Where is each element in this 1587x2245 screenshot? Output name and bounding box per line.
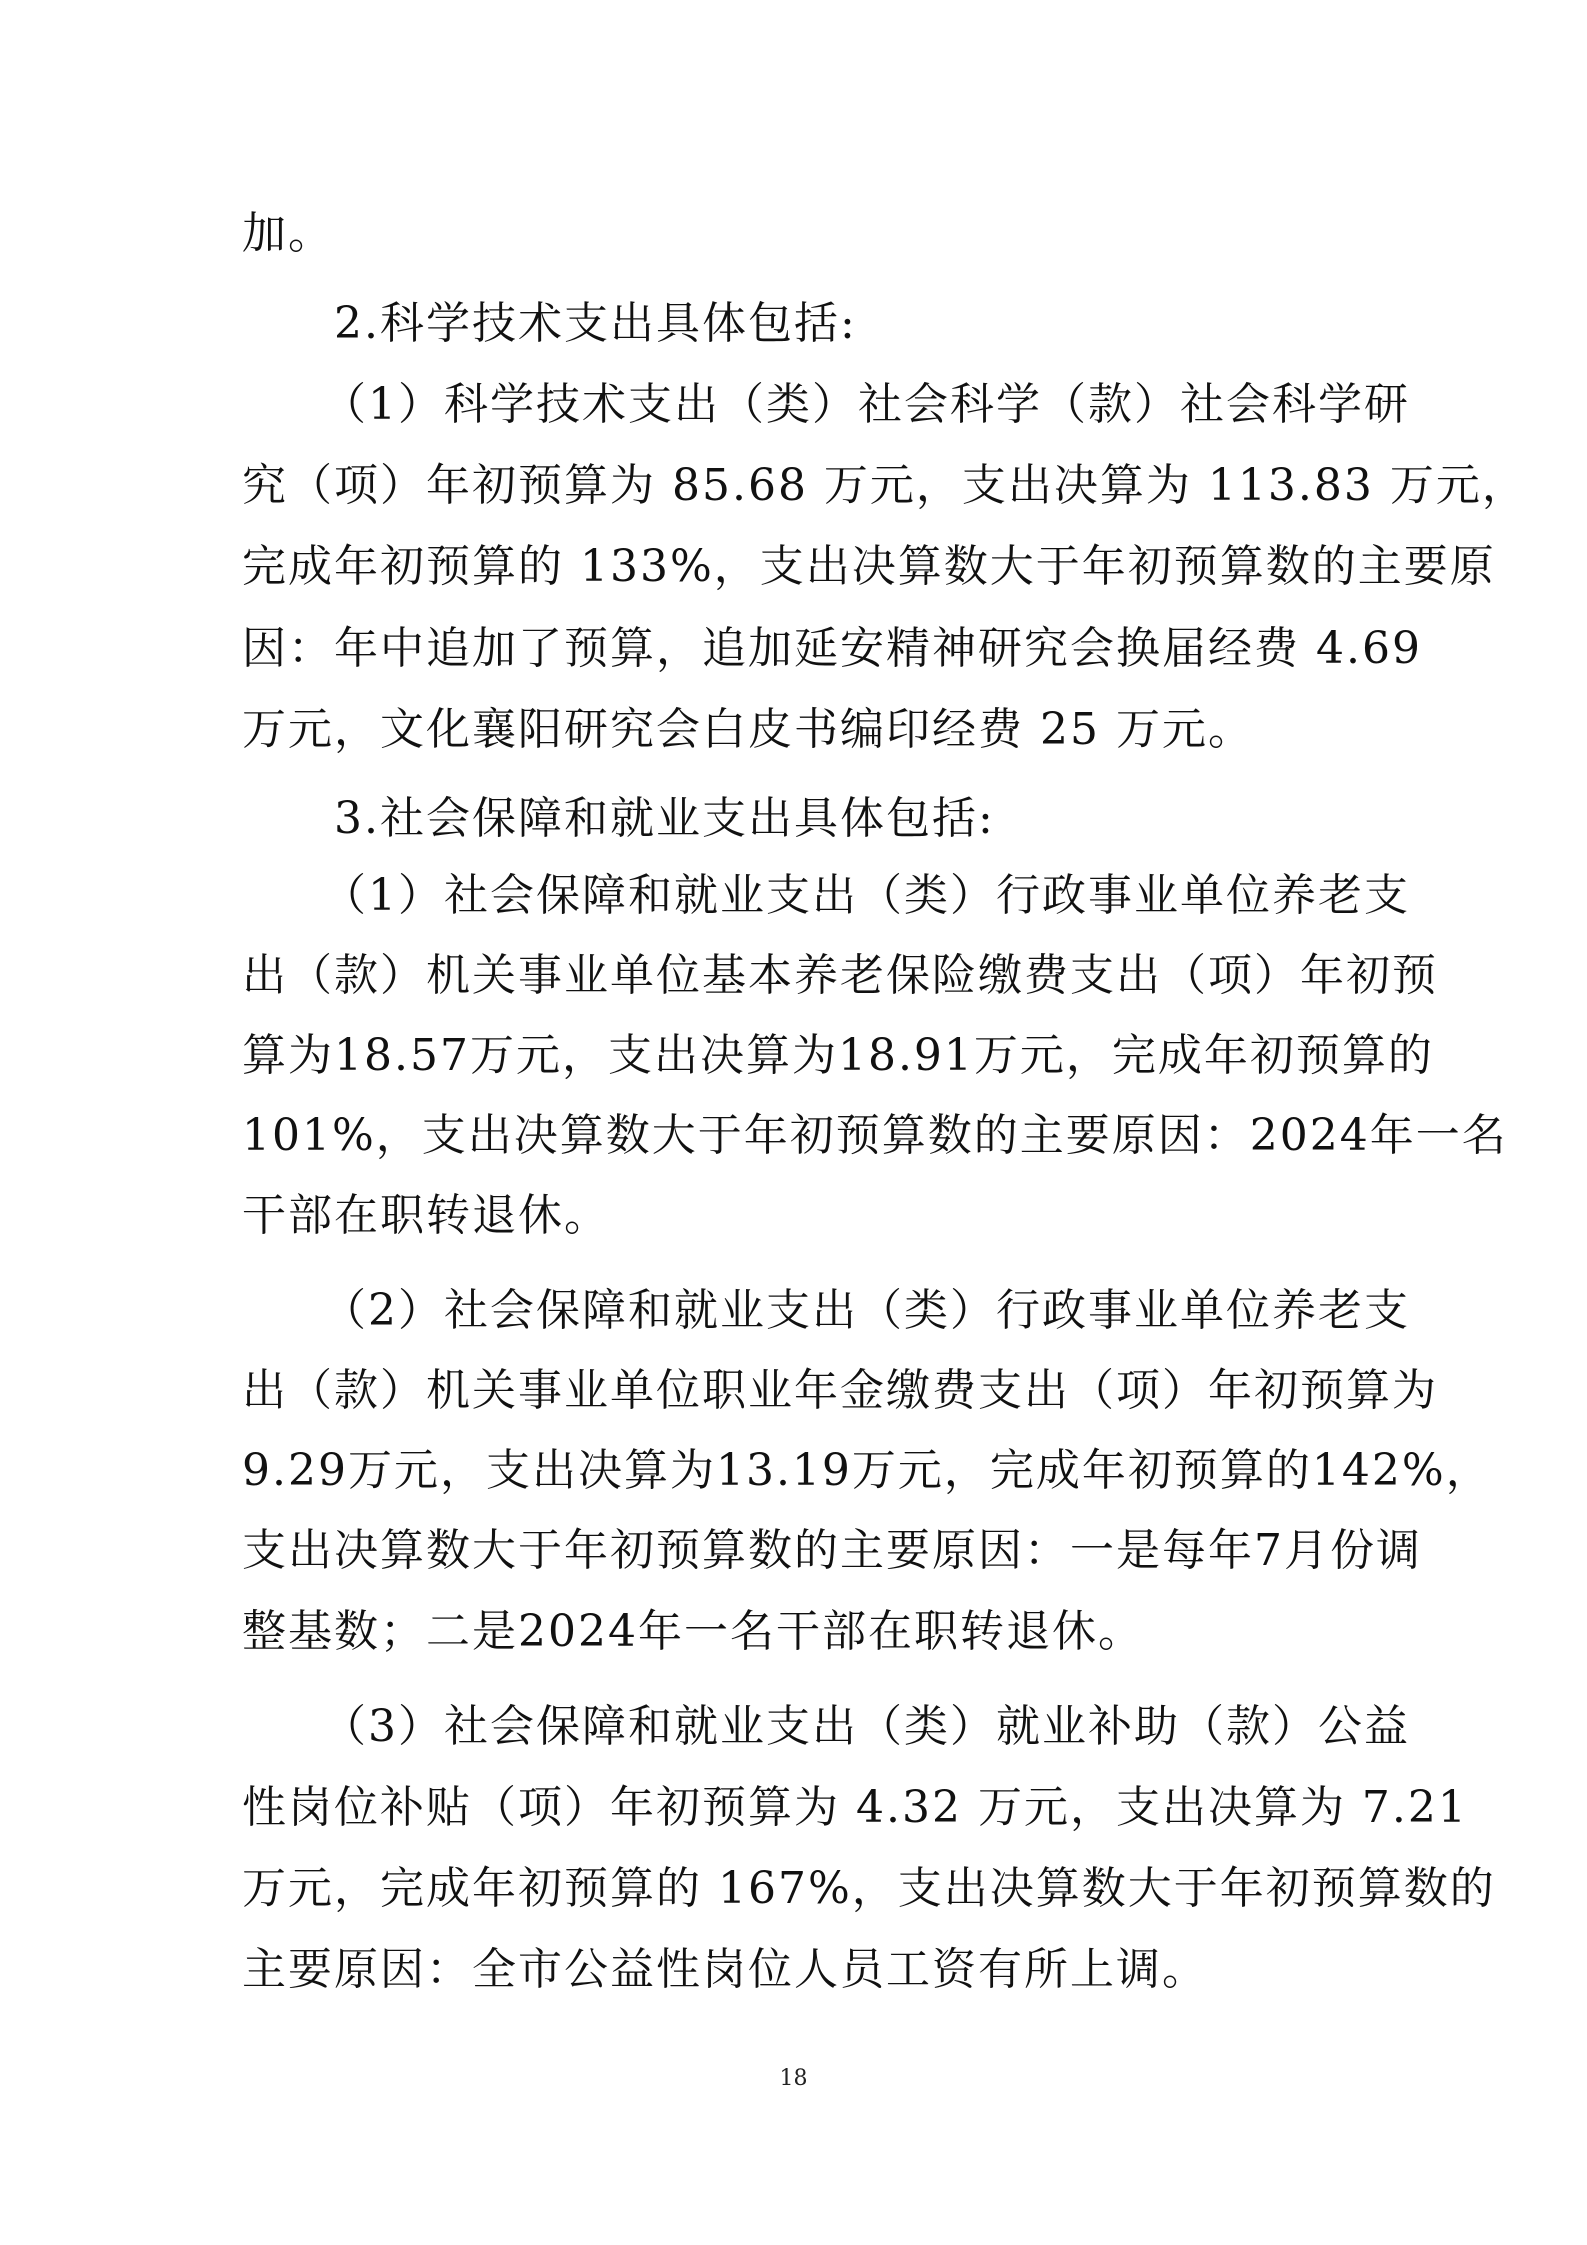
text-line: （3）社会保障和就业支出（类）就业补助（款）公益 <box>322 1701 1410 1752</box>
text-line: 101%，支出决算数大于年初预算数的主要原因：2024年一名 <box>242 1110 1508 1161</box>
text-line: 9.29万元，支出决算为13.19万元，完成年初预算的142%， <box>242 1445 1492 1496</box>
section-heading: 3.社会保障和就业支出具体包括: <box>334 793 995 844</box>
text-line: 完成年初预算的 133%，支出决算数大于年初预算数的主要原 <box>242 541 1496 592</box>
text-line: （1）社会保障和就业支出（类）行政事业单位养老支 <box>322 870 1410 921</box>
text-line: （2）社会保障和就业支出（类）行政事业单位养老支 <box>322 1285 1410 1336</box>
text-line: 因：年中追加了预算，追加延安精神研究会换届经费 4.69 <box>242 623 1422 674</box>
text-line: 万元，完成年初预算的 167%，支出决算数大于年初预算数的 <box>242 1863 1496 1914</box>
text-line: 万元，文化襄阳研究会白皮书编印经费 25 万元。 <box>242 704 1254 755</box>
text-line: 出（款）机关事业单位职业年金缴费支出（项）年初预算为 <box>242 1365 1438 1416</box>
text-line: 干部在职转退休。 <box>242 1190 610 1241</box>
page-number: 18 <box>779 2066 808 2091</box>
text-line: 性岗位补贴（项）年初预算为 4.32 万元，支出决算为 7.21 <box>242 1782 1468 1833</box>
text-line: 究（项）年初预算为 85.68 万元，支出决算为 113.83 万元， <box>242 460 1528 511</box>
text-line: 算为18.57万元，支出决算为18.91万元，完成年初预算的 <box>242 1030 1434 1081</box>
text-line: 支出决算数大于年初预算数的主要原因：一是每年7月份调 <box>242 1525 1422 1576</box>
text-line: 加。 <box>242 208 334 259</box>
text-line: （1）科学技术支出（类）社会科学（款）社会科学研 <box>322 379 1410 430</box>
section-heading: 2.科学技术支出具体包括: <box>334 298 857 349</box>
text-line: 出（款）机关事业单位基本养老保险缴费支出（项）年初预 <box>242 950 1438 1001</box>
text-line: 整基数；二是2024年一名干部在职转退休。 <box>242 1606 1144 1657</box>
text-line: 主要原因：全市公益性岗位人员工资有所上调。 <box>242 1944 1208 1995</box>
